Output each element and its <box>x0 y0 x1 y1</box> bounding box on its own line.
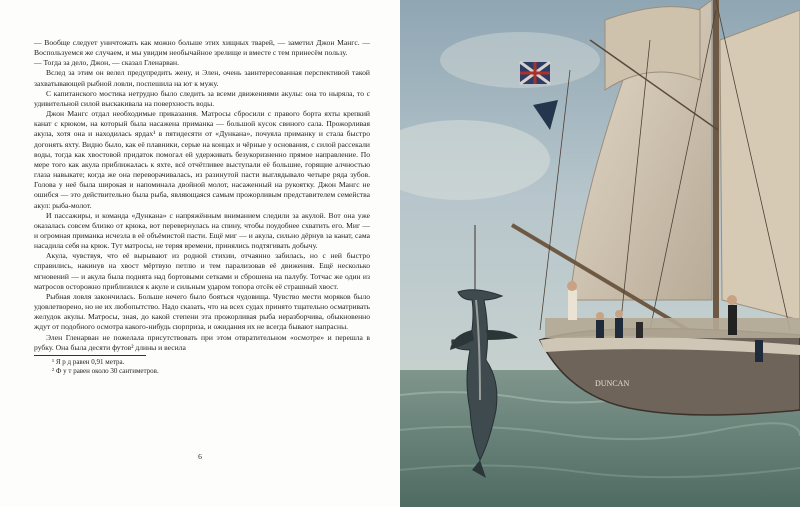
footnote-rule <box>34 355 146 356</box>
footnote: ² Ф у т равен около 30 сантиметров. <box>52 366 159 375</box>
paragraph: — Вообще следует уничтожать как можно больше этих хищных тварей, — заметил Джон Мангс. — Воспользуемся же случаем, и мы увидим необычайное зрелище и вместе с тем принесём пользу. <box>34 38 370 58</box>
page-number: 6 <box>198 452 202 461</box>
paragraph: И пассажиры, и команда «Дункана» с напряжённым вниманием следили за акулой. Вот она уже оказалась совсем близко от крюка, вот перевернулась на спину, чтобы поудобнее схватить его. Миг — и огромная приманка исчезла в её объёмистой пасти. Ещё миг — и акула, сильно дёрнув за канат, сама насадила себя на крюк. Тут матросы, не теряя времени, принялись подтягивать добычу. <box>34 210 370 251</box>
paragraph: С капитанского мостика нетрудно было следить за всеми движениями акулы: она то ныряла, то с удивительной силой выскакивала на поверхность воды. <box>34 88 370 108</box>
paragraph: — Тогда за дело, Джон, — сказал Гленарван. <box>34 58 179 68</box>
ship-shark-illustration <box>400 0 800 507</box>
footnotes <box>34 358 370 376</box>
paragraph: Элен Гленарван не пожелала присутствовать при этом отвратительном «осмотре» и перешла в рубку. Она была десяти футов² длины и весила <box>34 332 370 352</box>
stern-name: DUNCAN <box>595 379 630 388</box>
paragraph: Джон Мангс отдал необходимые приказания. Матросы сбросили с правого борта яхты крепкий канат с крюком, на который была насажена приманка — большой кусок свиного сала. Прожорливая акула, хотя она и находилась ярдах¹ в пятидесяти от «Дункана», почуяла приманку и стала быстро догонять яхту. Видно было, как её плавники, серые на концах и чёрные у основания, с силой рассекали воды, тогда как хвостовой придаток помогал ей удерживать безукоризненно прямое направление. По мере того как акула приближалась к яхте, всё отчётливее выступали её большие, горящие алчностью глаза навыкате; когда же она переворачивалась, из разинутой пасти выглядывало четыре ряда зубов. Голова у неё была широкая и напоминала двойной молот, насаженный на рукоятку. Джон Мангс не ошибся — это действительно была рыба, являющаяся самым прожорливым представителем семейства акул: рыба-молот. <box>34 109 370 210</box>
body-text <box>34 38 370 353</box>
bulwark <box>545 318 800 338</box>
footnote: ¹ Я р д равен 0,91 метра. <box>52 357 125 366</box>
paragraph: Рыбная ловля закончилась. Больше нечего было бояться чудовища. Чувство мести моряков было удовлетворено, но не их любопытство. Надо сказать, что на всех судах принято тщательно осматривать желудок акулы. Матросы, зная, до какой степени эта прожорливая рыба неразборчива, обыкновенно ждут от подобного осмотра какого-нибудь сюрприза, и ожидания их не всегда бывают напрасны. <box>34 291 370 332</box>
illustration-page <box>400 0 800 507</box>
paragraph: Акула, чувствуя, что её вырывают из родной стихии, отчаянно забилась, но с ней быстро справились, накинув на хвост мёртвую петлю и тем парализовав её движения. Ещё несколько мгновений — и акула была поднята над бортовыми сетками и сброшена на палубу. Тотчас же один из матросов осторожно приблизился к акуле и сильным ударом топора отсёк её страшный хвост. <box>34 251 370 291</box>
paragraph: Вслед за этим он велел предупредить жену, и Элен, очень заинтересованная перспективой такой захватывающей рыбной ловли, поспешила на ют к мужу. <box>34 68 370 88</box>
foresail <box>720 10 800 320</box>
